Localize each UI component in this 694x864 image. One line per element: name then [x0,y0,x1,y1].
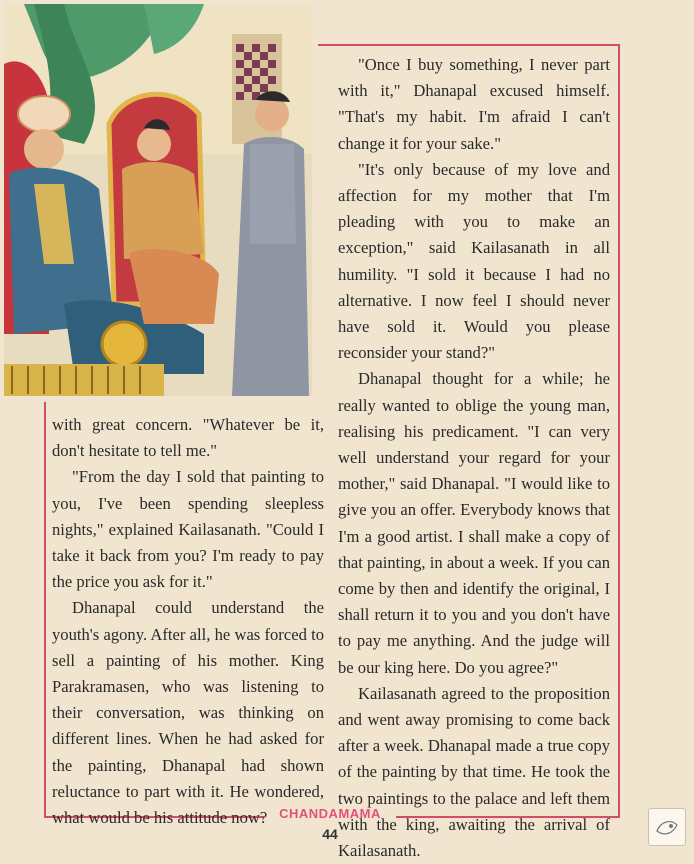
right-text-column [338,52,610,864]
magazine-brand: CHANDAMAMA [279,806,381,821]
left-text-column [52,412,324,831]
paragraph: "Once I buy something, I never part with it," Dhanapal excused himself. "That's my habit. I'm afraid I can't change it for your sake." [338,55,610,153]
frame-right [618,44,620,818]
paragraph: Dhanapal could understand the youth's agony. After all, he was forced to sell a painting of his mother. King Parakramasen, who was listening to their conversation, was thinking on different lines. When he had asked for the painting, Dhanapal had shown reluctance to part with it. He wondered, what would be his attitude now? [52,598,324,828]
corner-stamp-icon [648,808,686,846]
page-number: 44 [322,826,338,842]
paragraph: Dhanapal thought for a while; he really wanted to oblige the young man, realising his predicament. "I can very well understand your regard for your mother," said Dhanapal. "I would like to give you an offer. Everybody knows that I'm a good artist. I shall make a copy of that painting, in about a week. If you can come by then and identify the original, I shall return it to you and you don't have to pay me anything. And the judge will be our king here. Do you agree?" [338,369,610,677]
paragraph: "From the day I sold that painting to you, I've been spending sleepless nights," explained Kailasanath. "Could I take it back from you? I'm ready to pay the price you ask for it." [52,467,324,592]
paragraph: "It's only because of my love and affection for my mother that I'm pleading with you to make an exception," said Kailasanath in all humility. "I sold it because I had no alternative. I now feel I should never have sold it. Would you please reconsider your stand?" [338,159,610,363]
frame-left-lower [44,402,46,818]
paragraph: with great concern. "Whatever be it, don't hesitate to tell me." [52,415,324,461]
frame-top-right [318,44,620,46]
court-scene-illustration [4,4,312,396]
paragraph: Kailasanath agreed to the proposition and went away promising to come back after a week. Dhanapal made a true copy of the painting by that time. He took the two paintings to the palace and left them with the king, awaiting the arrival of Kailasanath. [338,683,610,861]
